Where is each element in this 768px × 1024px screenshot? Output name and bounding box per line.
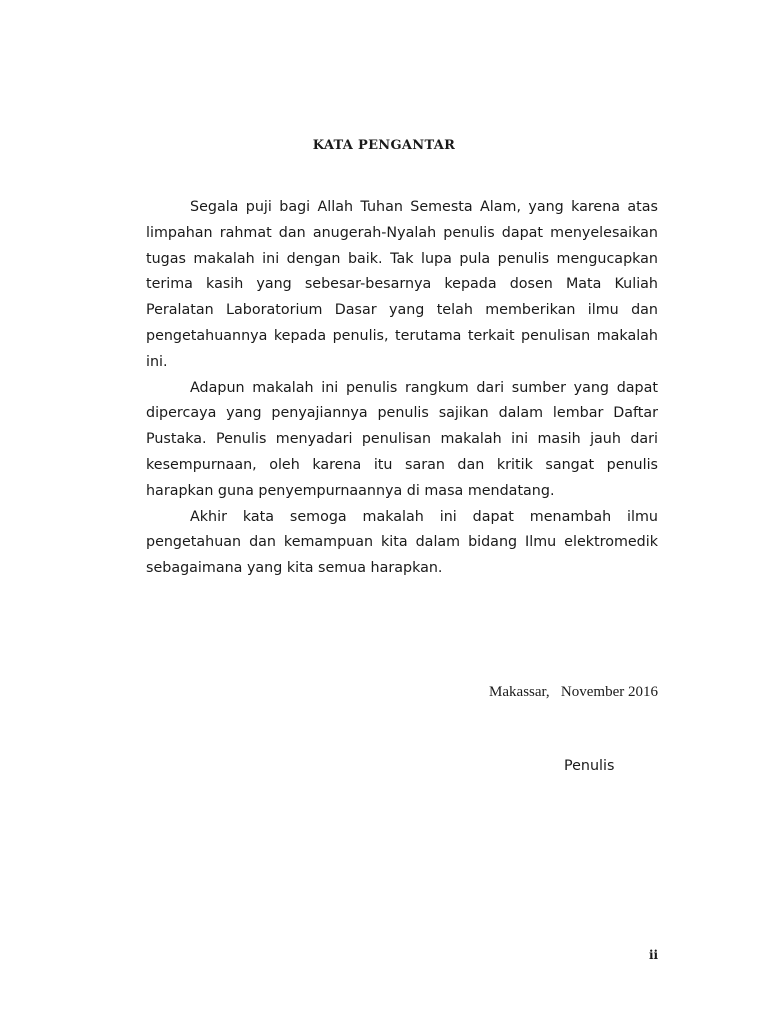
page-number: ii [649,948,659,962]
paragraph-3: Akhir kata semoga makalah ini dapat menambah ilmu pengetahuan dan kemampuan kita dalam bidang Ilmu elektromedik sebagaimana yang kita semua harapkan. [146,508,658,577]
body-text [146,195,658,582]
paragraph-2: Adapun makalah ini penulis rangkum dari sumber yang dapat dipercaya yang penyajiannya penulis sajikan dalam lembar Daftar Pustaka. Penulis menyadari penulisan makalah ini masih jauh dari kesempurnaan, oleh karena itu saran dan kritik sangat penulis harapkan guna penyempurnaannya di masa mendatang. [146,379,658,499]
place-date: Makassar, November 2016 [489,684,658,700]
page-title: KATA PENGANTAR [312,138,456,153]
signer-label: Penulis [564,758,615,774]
paragraph-1: Segala puji bagi Allah Tuhan Semesta Alam, yang karena atas limpahan rahmat dan anugerah-Nyalah penulis dapat menyelesaikan tugas makalah ini dengan baik. Tak lupa pula penulis mengucapkan terima kasih yang sebesar-besarnya kepada dosen Mata Kuliah Peralatan Laboratorium Dasar yang telah memberikan ilmu dan pengetahuannya kepada penulis, terutama terkait penulisan makalah ini. [146,199,658,370]
